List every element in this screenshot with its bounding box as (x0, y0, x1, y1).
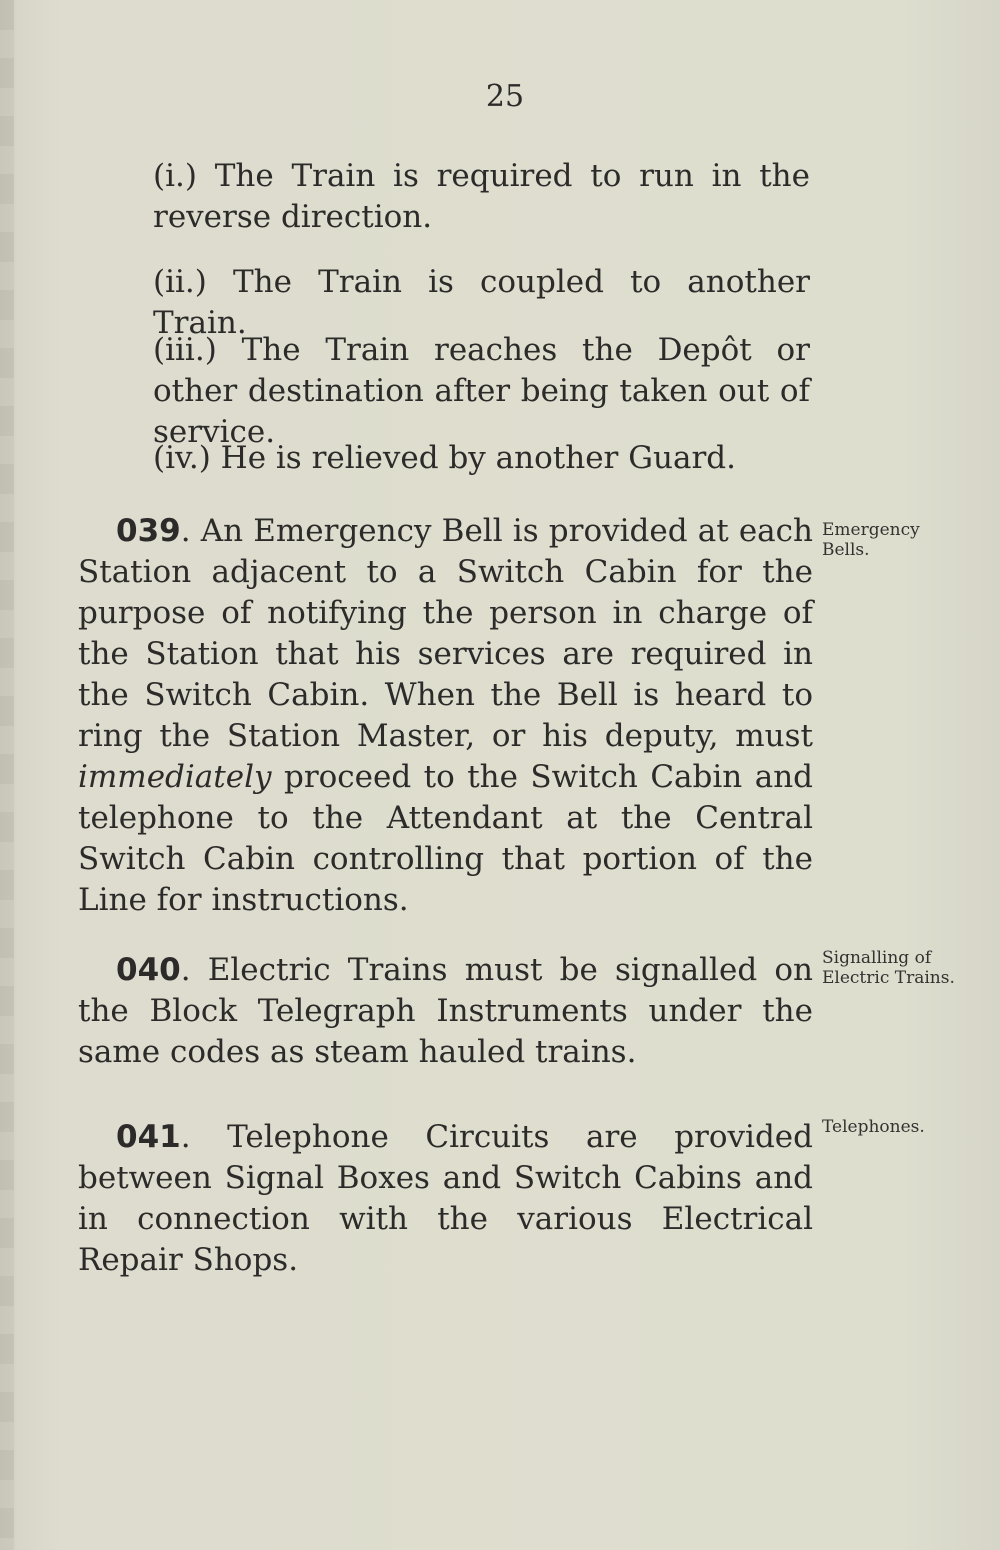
clause-iii (115, 330, 810, 453)
clause-text: The Train reaches the Depôt or other destination after being taken out of service. (153, 332, 811, 450)
clause-text: The Train is coupled to another Train. (153, 264, 810, 341)
clause-marker: (iv.) (153, 440, 211, 476)
rule-text: An Emergency Bell is provided at each Station adjacent to a Switch Cabin for the purpose of notifying the person in charge of the Station that his services are required in the Switch Cabin. When the Bell is heard to ring the Station Master, or his deputy, must (78, 513, 813, 754)
rule-040: 040. Electric Trains must be signalled on the Block Telegraph Instruments under the same codes as steam hauled trains. (78, 952, 813, 1070)
rule-number: 039 (116, 513, 181, 549)
clause-text: The Train is required to run in the reverse direction. (153, 158, 810, 235)
clause-marker: (iii.) (153, 332, 217, 368)
clause-i (115, 156, 810, 238)
rule-041: 041. Telephone Circuits are provided between Signal Boxes and Switch Cabins and in connection with the various Electrical Repair Shops. (78, 1119, 813, 1278)
rule-emphasis: immediately (78, 759, 272, 795)
rule-text: Electric Trains must be signalled on the Block Telegraph Instruments under the same codes as steam hauled trains. (78, 952, 813, 1070)
clause-iv (115, 438, 810, 479)
page-number: 25 (485, 79, 525, 114)
rule-text: Telephone Circuits are provided between Signal Boxes and Switch Cabins and in connection with the various Electrical Repair Shops. (78, 1119, 813, 1278)
margin-note-telephones: Telephones. (822, 1117, 925, 1137)
page-edge-shadow (0, 0, 14, 1550)
rule-number: 041 (116, 1119, 181, 1155)
rule-text-continued: proceed to the Switch Cabin and telephone to the Attendant at the Central Switch Cabin controlling that portion of the Line for instructions. (78, 759, 813, 918)
clause-text: He is relieved by another Guard. (220, 440, 736, 476)
clause-marker: (ii.) (153, 264, 207, 300)
margin-note-emergency-bells: Emergency Bells. (822, 520, 920, 560)
clause-marker: (i.) (153, 158, 197, 194)
rule-039: 039. An Emergency Bell is provided at each Station adjacent to a Switch Cabin for the purpose of notifying the person in charge of the Station that his services are required in the Switch Cabin. When the Bell is heard to ring the Station Master, or his deputy, must immediately proceed to the Switch Cabin and telephone to the Attendant at the Central Switch Cabin controlling that portion of the Line for instructions. (78, 513, 813, 918)
margin-note-signalling: Signalling of Electric Trains. (822, 948, 955, 988)
rule-number: 040 (116, 952, 181, 988)
